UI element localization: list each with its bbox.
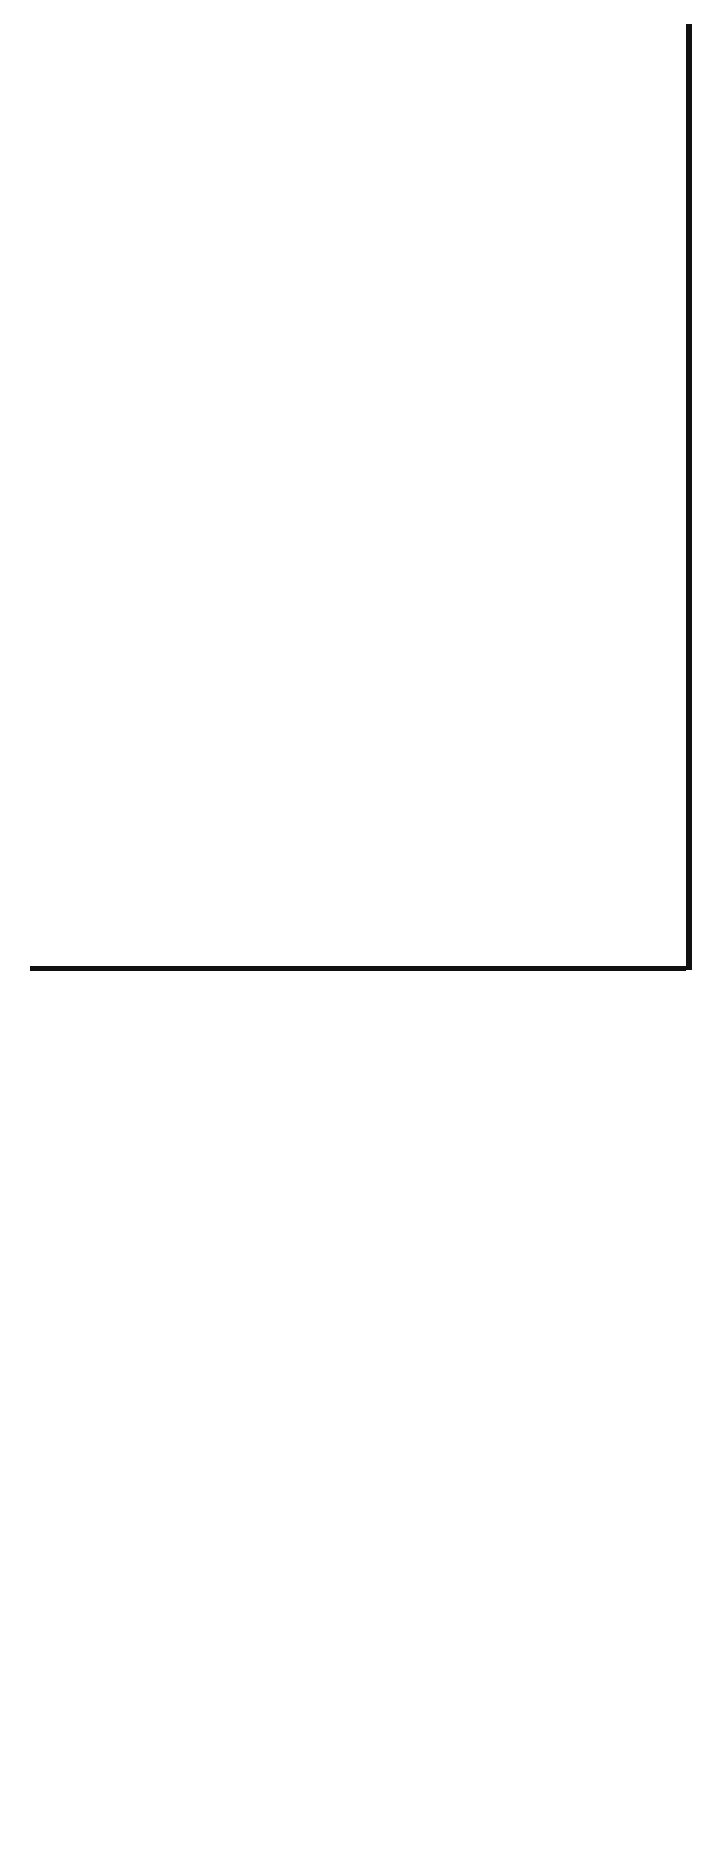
scan-edge-vertical (686, 24, 692, 970)
rotated-document-page (0, 935, 25, 1835)
scan-edge-horizontal (30, 966, 686, 971)
